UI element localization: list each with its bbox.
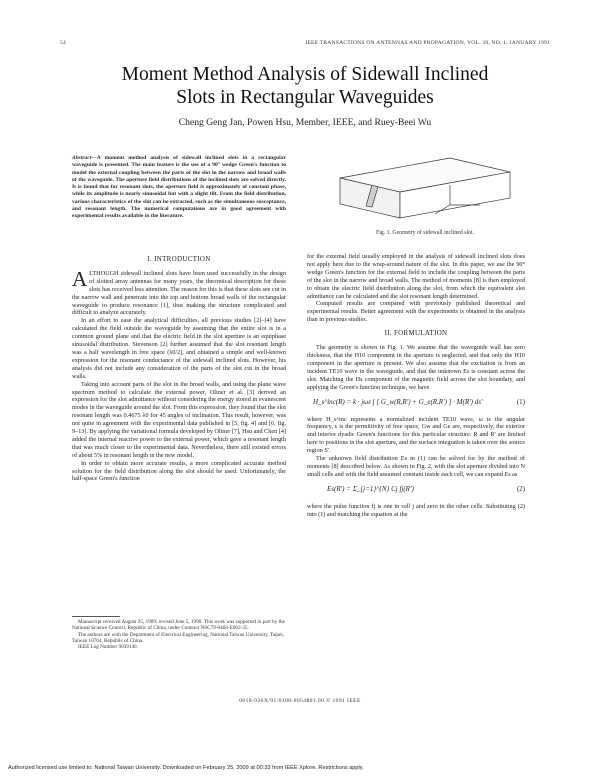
paragraph: where the pulse function fj is one in cell j and zero in the other cells. Substituting (2) into (1) and matching the equation at the: [307, 502, 525, 518]
waveguide-geometry-figure: [330, 150, 520, 228]
copyright-code: 0018-926X/91/0100-0054$01.00 © 1991 IEEE: [239, 698, 361, 704]
page-number: 54: [60, 40, 66, 46]
authorization-notice: Authorized licensed use limited to: National Taiwan University. Downloaded on February 25, 2009 at 00:33 from IEEE Xplore. Restrictions apply.: [8, 765, 364, 771]
section-heading-intro: I. INTRODUCTION: [147, 255, 211, 263]
equation-2-number: (2): [516, 484, 525, 493]
abstract-lead: Abstract—: [72, 155, 97, 161]
paragraph: In an effort to ease the analytical difficulties, all previous studies [2]–[4] have calculated the field outside the waveguide by assuming that the entire slot is in a common ground plane and that the electric field in the slot aperture is an equiphase sinusoidal distribution. Stevenson [2] further assumed that the slot resonant length was a half wavelength in free space (λ0/2), and obtained a simple and well-known expression for the resonant conductance of the sidewall inclined slots. However, his analysis did not include any consideration of the parts of the slot cut in the broad walls.: [72, 317, 286, 380]
footnote-log-number: IEEE Log Number 9039140.: [78, 644, 138, 651]
title-line-2: Slots in Rectangular Waveguides: [176, 87, 434, 108]
right-column: [307, 253, 525, 519]
footnote-affiliation: The authors are with the Department of Electrical Engineering, National Taiwan University, Taipei, Taiwan 10764, Republic of China.: [72, 631, 285, 644]
equation-1-body: H_s^inc(R) = k · jωε ∫ [ G_w(R,R′) + G_e(R,R′) ] · M(R′) ds′: [313, 397, 483, 406]
equation-1-number: (1): [516, 397, 525, 406]
equation-1: [307, 397, 525, 411]
paragraph: for the external field usually employed in the analysis of sidewall inclined slots does not apply here due to the wrap-around nature of the slot. In this paper, we use the 90° wedge Green's function for the external field to include the coupling between the parts of the slot in the narrow and broad walls. The method of moments [8] is then employed to obtain the electric field distribution along the slot, from which the equivalent slot admittance can be calculated and the slot resonant length determined.: [307, 253, 525, 300]
section-heading-formulation: II. FORMULATION: [384, 329, 448, 338]
abstract: [72, 155, 286, 221]
journal-header: IEEE TRANSACTIONS ON ANTENNAS AND PROPAGATION, VOL. 39, NO. 1, JANUARY 1991: [305, 40, 550, 46]
footnote-rule: [72, 616, 120, 617]
paragraph: In order to obtain more accurate results, a more complicated accurate method solution for the field distribution along the slot should be used. Unfortunately, the half-space Green's function: [72, 459, 286, 483]
author-list: Cheng Geng Jan, Powen Hsu, Member, IEEE, and Ruey-Beei Wu: [178, 117, 432, 128]
paragraph: where H_s^inc represents a normalized incident TE10 wave, ω is the angular frequency, ε is the permittivity of free space, Gw and Ge are, respectively, the exterior and interior dyadic Green's functions for this particular structure. R and R′ are limited here to positions in the slot aperture, and the surface integration is taken over the source region S′.: [307, 415, 525, 455]
paragraph: Taking into account parts of the slot in the broad walls, and using the plane wave spectrum method to calculate the external power, Oliner et al. [3] derived an expression for the slot admittance without considering the energy stored in evanescent modes in the waveguide around the slot. From this expression, they found that the slot resonant length was 0.4675 λ0 for 45 angles of inclination. This result, however, was not quite in agreement with the experimental data published in [5, fig. 4] and [6, fig. 9–13]. By applying the variational formula developed by Oliner [7], Hsu and Chen [4] added the internal reactive power to the external power, which gave a resonant length that was much closer to the experimental data. Nevertheless, there still existed errors of about 5% in resonant length in the new model.: [72, 380, 286, 459]
footnote: [72, 619, 286, 650]
title-line-1: Moment Method Analysis of Sidewall Inclined: [121, 64, 489, 85]
drop-cap: A: [72, 266, 88, 291]
equation-2-body: Es(R′) = Σ_{j=1}^{N} Cj fj(R′): [327, 484, 414, 493]
paragraph: The geometry is shown in Fig. 1. We assume that the waveguide wall has zero thickness, that the H10 component in the aperture is neglected, and that only the H10 component in the aperture is present. We also assume that the excitation is from an incident TE10 wave in the waveguide, and that the unknown Es is constant across the slot. Matching the Hs component of the magnetic field across the slot boundary, and applying the Green's function technique, we have: [307, 344, 525, 391]
paragraph: ALTHOUGH sidewall inclined slots have been used successfully in the design of slotted array antennas for many years, the theoretical description for these slots has received less attention. The reason for this is that these slots see cut in the narrow wall and penetrate into the top and bottom broad walls of the rectangular waveguide to produce resonance [1], thus making the structure complicated and difficult to analyze accurately.: [72, 266, 286, 317]
paragraph: The unknown field distribution Es in (1) can be solved for by the method of moments [8] described below. As shown in Fig. 2, with the slot aperture divided into N small cells and with the field assumed constant inside each cell, we can expand Es as: [307, 455, 525, 478]
paper-title: [60, 63, 550, 109]
figure-caption: Fig. 1. Geometry of sidewall inclined slot.: [375, 230, 475, 236]
paragraph: Computed results are compared with previously published theoretical and experimental results. Better agreement with the experiments is obtained in the analysis than in previous studies.: [307, 300, 525, 324]
left-column: [72, 256, 286, 483]
abstract-text: A moment method analysis of sidewall inclined slots in a rectangular waveguide is presented. The main feature is the use of a 90° wedge Green's function to model the external coupling between the parts of the slot in the narrow and broad walls of the waveguide. The aperture field distributions of the inclined slots are solved directly. It is found that for resonant slots, the aperture field is approximately of constant phase, while its amplitude is nearly sinusoidal but with a slight tilt. From the field distribution, various characteristics of the slot can be extracted, such as the simultaneous susceptance, and resonant length. The numerical computations are in good agreement with experimental results available in the literature.: [72, 155, 286, 220]
footnote-manuscript: Manuscript received August 25, 1989; revised June 5, 1990. This work was supported in part by the National Science Council, Republic of China, under Contract NSC79-0404-E002-35.: [72, 619, 285, 632]
equation-2: [307, 484, 525, 498]
